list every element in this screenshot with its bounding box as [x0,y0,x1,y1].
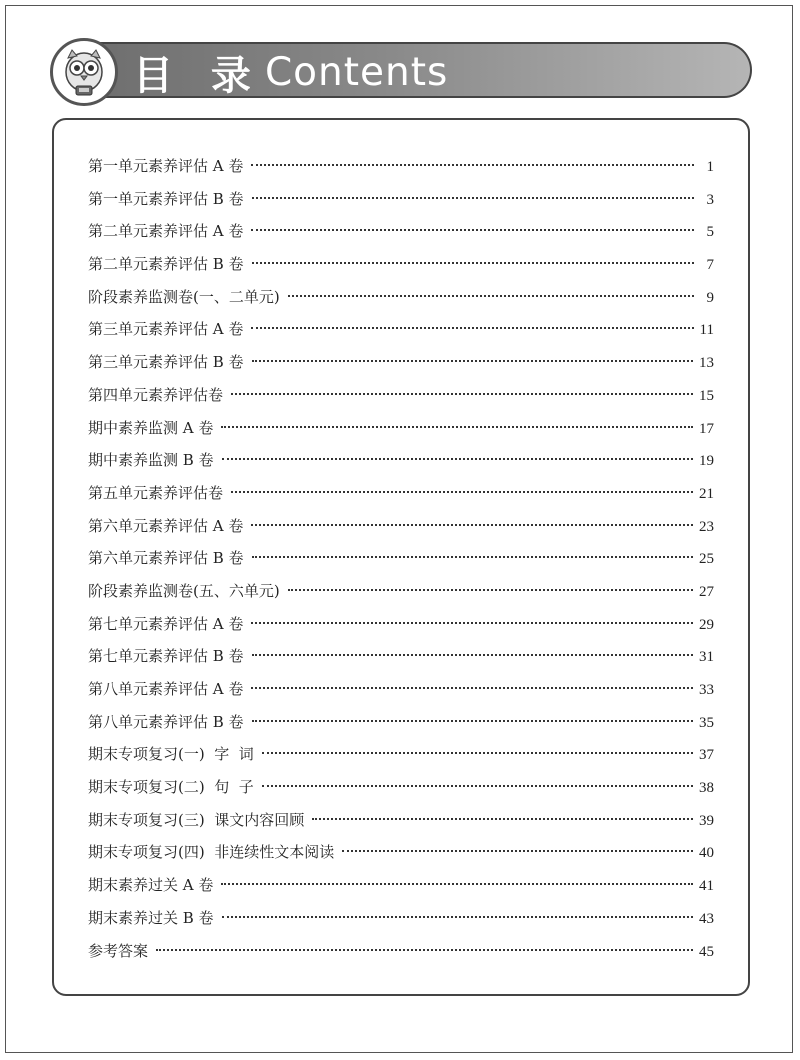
toc-entry-page: 21 [699,485,714,502]
toc-dot-leader [252,720,693,722]
toc-entry-page: 43 [699,910,714,927]
owl-mascot-icon [50,38,118,106]
toc-entry-page: 1 [706,159,714,175]
toc-entry-label: 第八单元素养评估 B 卷 [88,712,244,731]
toc-dot-leader [252,197,694,199]
toc-entry-page: 31 [699,649,714,666]
toc-entry-page: 13 [699,355,714,372]
toc-entry-label: 第八单元素养评估 A 卷 [88,680,244,698]
toc-entry[interactable] [88,510,714,543]
toc-dot-leader [288,295,694,297]
toc-entry[interactable] [88,575,714,608]
toc-entry-page: 41 [699,878,714,895]
toc-entry[interactable] [88,444,714,477]
toc-list [88,150,714,967]
toc-entry-label: 第七单元素养评估 B 卷 [88,647,244,666]
toc-entry-page: 40 [699,845,714,862]
toc-dot-leader [251,622,693,624]
toc-entry[interactable] [88,379,714,412]
toc-dot-leader [251,229,694,231]
toc-entry-label: 第七单元素养评估 A 卷 [88,614,244,633]
toc-entry-label: 第六单元素养评估 B 卷 [88,549,244,568]
toc-entry-label: 第一单元素养评估 A 卷 [88,157,244,175]
toc-entry[interactable] [88,248,714,281]
toc-dot-leader [156,949,693,951]
page-title [133,44,448,100]
toc-entry-page: 45 [699,943,714,960]
toc-dot-leader [262,785,693,787]
toc-dot-leader [231,393,693,395]
toc-entry[interactable] [88,412,714,445]
toc-entry-label: 第四单元素养评估卷 [88,385,224,404]
toc-entry-page: 9 [706,289,714,306]
toc-dot-leader [221,883,693,885]
toc-dot-leader [251,524,693,526]
toc-entry-label: 期中素养监测 A 卷 [88,418,214,437]
toc-dot-leader [231,491,693,493]
toc-entry-label: 期末专项复习(二) 句 子 [88,778,254,797]
toc-entry-label: 期中素养监测 B 卷 [88,451,214,470]
toc-entry-page: 17 [699,420,714,437]
title-chinese: 目 录 [133,52,263,99]
toc-entry-label: 第五单元素养评估卷 [88,483,224,502]
toc-entry-page: 15 [699,387,714,404]
toc-entry[interactable] [88,673,714,706]
toc-entry[interactable] [88,706,714,739]
toc-dot-leader [262,752,693,754]
toc-entry[interactable] [88,640,714,673]
toc-entry-label: 第三单元素养评估 B 卷 [88,353,244,372]
toc-entry-page: 38 [699,780,714,797]
toc-dot-leader [251,327,693,329]
toc-dot-leader [221,426,693,428]
toc-entry-page: 27 [699,583,714,600]
toc-entry[interactable] [88,738,714,771]
toc-entry-label: 阶段素养监测卷(一、二单元) [88,287,280,306]
title-english: Contents [264,49,449,95]
toc-dot-leader [251,687,693,689]
toc-dot-leader [252,360,693,362]
toc-entry-page: 7 [706,257,714,274]
toc-dot-leader [252,654,693,656]
toc-entry-label: 第六单元素养评估 A 卷 [88,516,244,535]
toc-entry[interactable] [88,477,714,510]
toc-entry-label: 第三单元素养评估 A 卷 [88,320,244,339]
toc-entry[interactable] [88,771,714,804]
toc-entry[interactable] [88,902,714,935]
toc-dot-leader [251,164,694,166]
toc-dot-leader [222,916,693,918]
toc-entry-label: 参考答案 [88,941,149,960]
toc-dot-leader [288,589,693,591]
toc-entry-label: 期末素养过关 A 卷 [88,876,214,895]
toc-entry-page: 29 [699,616,714,633]
toc-dot-leader [252,262,694,264]
toc-entry[interactable] [88,150,714,183]
toc-entry[interactable] [88,183,714,216]
toc-entry-page: 33 [699,682,714,698]
toc-entry-page: 3 [706,191,714,208]
toc-entry[interactable] [88,836,714,869]
toc-entry[interactable] [88,608,714,641]
toc-entry[interactable] [88,804,714,837]
toc-dot-leader [222,458,693,460]
toc-entry[interactable] [88,346,714,379]
toc-entry-page: 23 [699,518,714,535]
toc-entry-page: 19 [699,453,714,470]
toc-entry-label: 第二单元素养评估 B 卷 [88,255,244,274]
toc-entry-page: 5 [706,224,714,241]
toc-entry-label: 期末专项复习(一) 字 词 [88,745,254,764]
toc-entry-label: 期末素养过关 B 卷 [88,908,214,927]
toc-entry[interactable] [88,542,714,575]
toc-entry[interactable] [88,869,714,902]
toc-entry-page: 35 [699,714,714,731]
toc-entry-label: 期末专项复习(三) 课文内容回顾 [88,810,305,829]
toc-entry-label: 阶段素养监测卷(五、六单元) [88,581,280,600]
toc-dot-leader [312,818,693,820]
toc-dot-leader [342,850,693,852]
toc-entry[interactable] [88,215,714,248]
toc-dot-leader [252,556,693,558]
toc-entry-page: 39 [699,812,714,829]
toc-entry-label: 第一单元素养评估 B 卷 [88,189,244,208]
toc-entry-page: 11 [699,322,714,339]
toc-entry-label: 期末专项复习(四) 非连续性文本阅读 [88,843,335,862]
toc-entry-page: 25 [699,551,714,568]
toc-entry-label: 第二单元素养评估 A 卷 [88,222,244,241]
toc-entry[interactable] [88,313,714,346]
toc-entry[interactable] [88,935,714,968]
toc-entry[interactable] [88,281,714,314]
toc-entry-page: 37 [699,747,714,764]
